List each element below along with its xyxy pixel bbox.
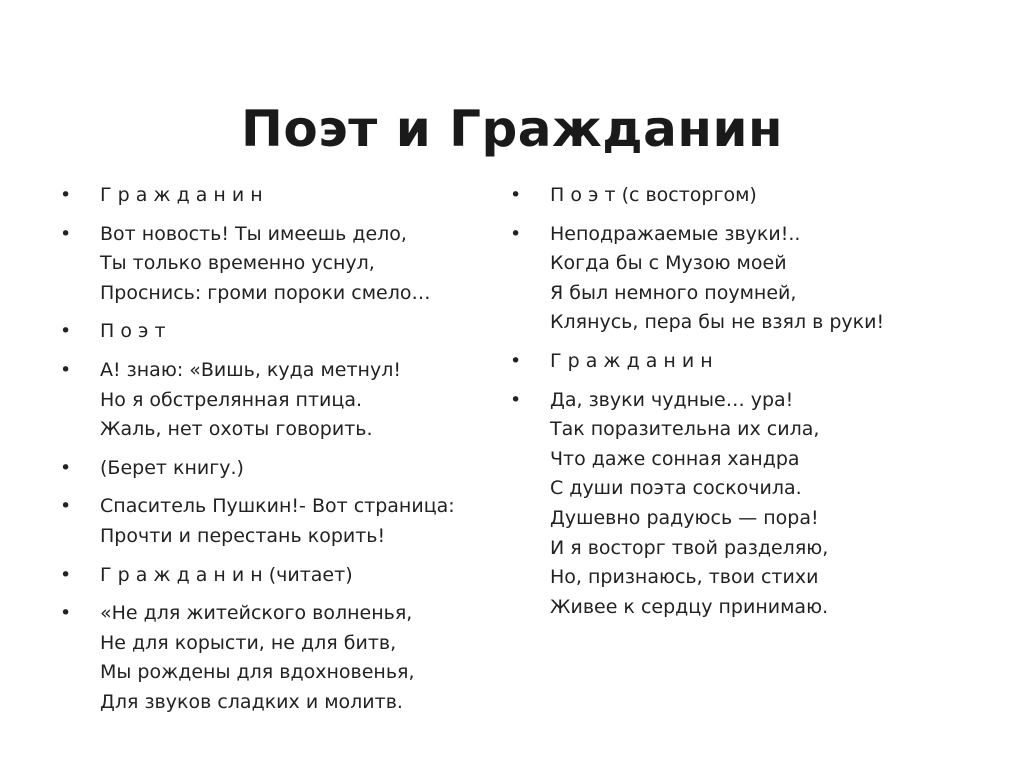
verse-line: С души поэта соскочила. [550, 477, 802, 500]
verse-line: Г р а ж д а н и н [100, 184, 263, 206]
verse-line: Ты только временно уснул, [100, 252, 375, 275]
bullet-icon: • [60, 222, 72, 245]
verse-line: П о э т (с восторгом) [550, 184, 757, 206]
verse-line: (Берет книгу.) [100, 456, 244, 479]
verse-line: Г р а ж д а н и н [550, 349, 713, 372]
stanza-item [60, 220, 500, 309]
stanza-item [60, 454, 500, 484]
bullet-icon: • [60, 320, 72, 343]
bullet-icon: • [510, 388, 522, 411]
stanza-item [60, 492, 500, 551]
verse-line: «Не для житейского волненья, [100, 602, 413, 625]
verse-line: П о э т [100, 320, 166, 343]
verse-line: Спаситель Пушкин!- Вот страница: [100, 495, 455, 518]
verse-line: Жаль, нет охоты говорить. [100, 418, 373, 441]
bullet-icon: • [60, 456, 72, 479]
verse-line: Что даже сонная хандра [550, 447, 800, 470]
bullet-icon: • [60, 495, 72, 518]
stanza-item [510, 181, 980, 211]
verse-line: Когда бы с Музою моей [550, 252, 787, 275]
bullet-icon: • [60, 358, 72, 381]
verse-line: Мы рождены для вдохновенья, [100, 661, 415, 684]
verse-line: Я был немного поумней, [550, 281, 797, 304]
verse-line: Но, признаюсь, твои стихи [550, 566, 819, 589]
verse-line: Г р а ж д а н и н (читает) [100, 563, 353, 586]
verse-line: И я восторг твой разделяю, [550, 536, 829, 559]
verse-line: Но я обстрелянная птица. [100, 388, 363, 411]
bullet-icon: • [510, 222, 522, 245]
stanza-item [60, 181, 500, 211]
stanza-item [60, 317, 500, 347]
verse-line: Прочти и перестань корить! [100, 524, 386, 547]
bullet-icon: • [60, 563, 72, 586]
bullet-icon: • [510, 184, 522, 206]
verse-line: Неподражаемые звуки!.. [550, 222, 801, 245]
verse-line: Так поразительна их сила, [550, 418, 820, 441]
verse-line: Клянусь, пера бы не взял в руки! [550, 311, 885, 334]
bullet-icon: • [510, 349, 522, 372]
verse-line: Для звуков сладких и молитв. [100, 690, 403, 713]
verse-line: Душевно радуюсь — пора! [550, 506, 819, 529]
stanza-item [60, 356, 500, 445]
slide-title: Поэт и Гражданин [240, 99, 784, 158]
bullet-icon: • [60, 602, 72, 625]
left-column [60, 181, 500, 727]
stanza-item [510, 386, 980, 623]
right-column [510, 181, 980, 631]
verse-line: Живее к сердцу принимаю. [550, 595, 829, 618]
stanza-item [60, 561, 500, 591]
verse-line: Да, звуки чудные… ура! [550, 388, 794, 411]
bullet-icon: • [60, 184, 72, 206]
verse-line: Не для корысти, не для битв, [100, 631, 397, 654]
verse-line: Вот новость! Ты имеешь дело, [100, 222, 407, 245]
stanza-item [510, 347, 980, 377]
stanza-item [60, 599, 500, 717]
verse-line: Проснись: громи пороки смело… [100, 281, 431, 304]
verse-line: А! знаю: «Вишь, куда метнул! [100, 358, 401, 381]
stanza-item [510, 220, 980, 338]
